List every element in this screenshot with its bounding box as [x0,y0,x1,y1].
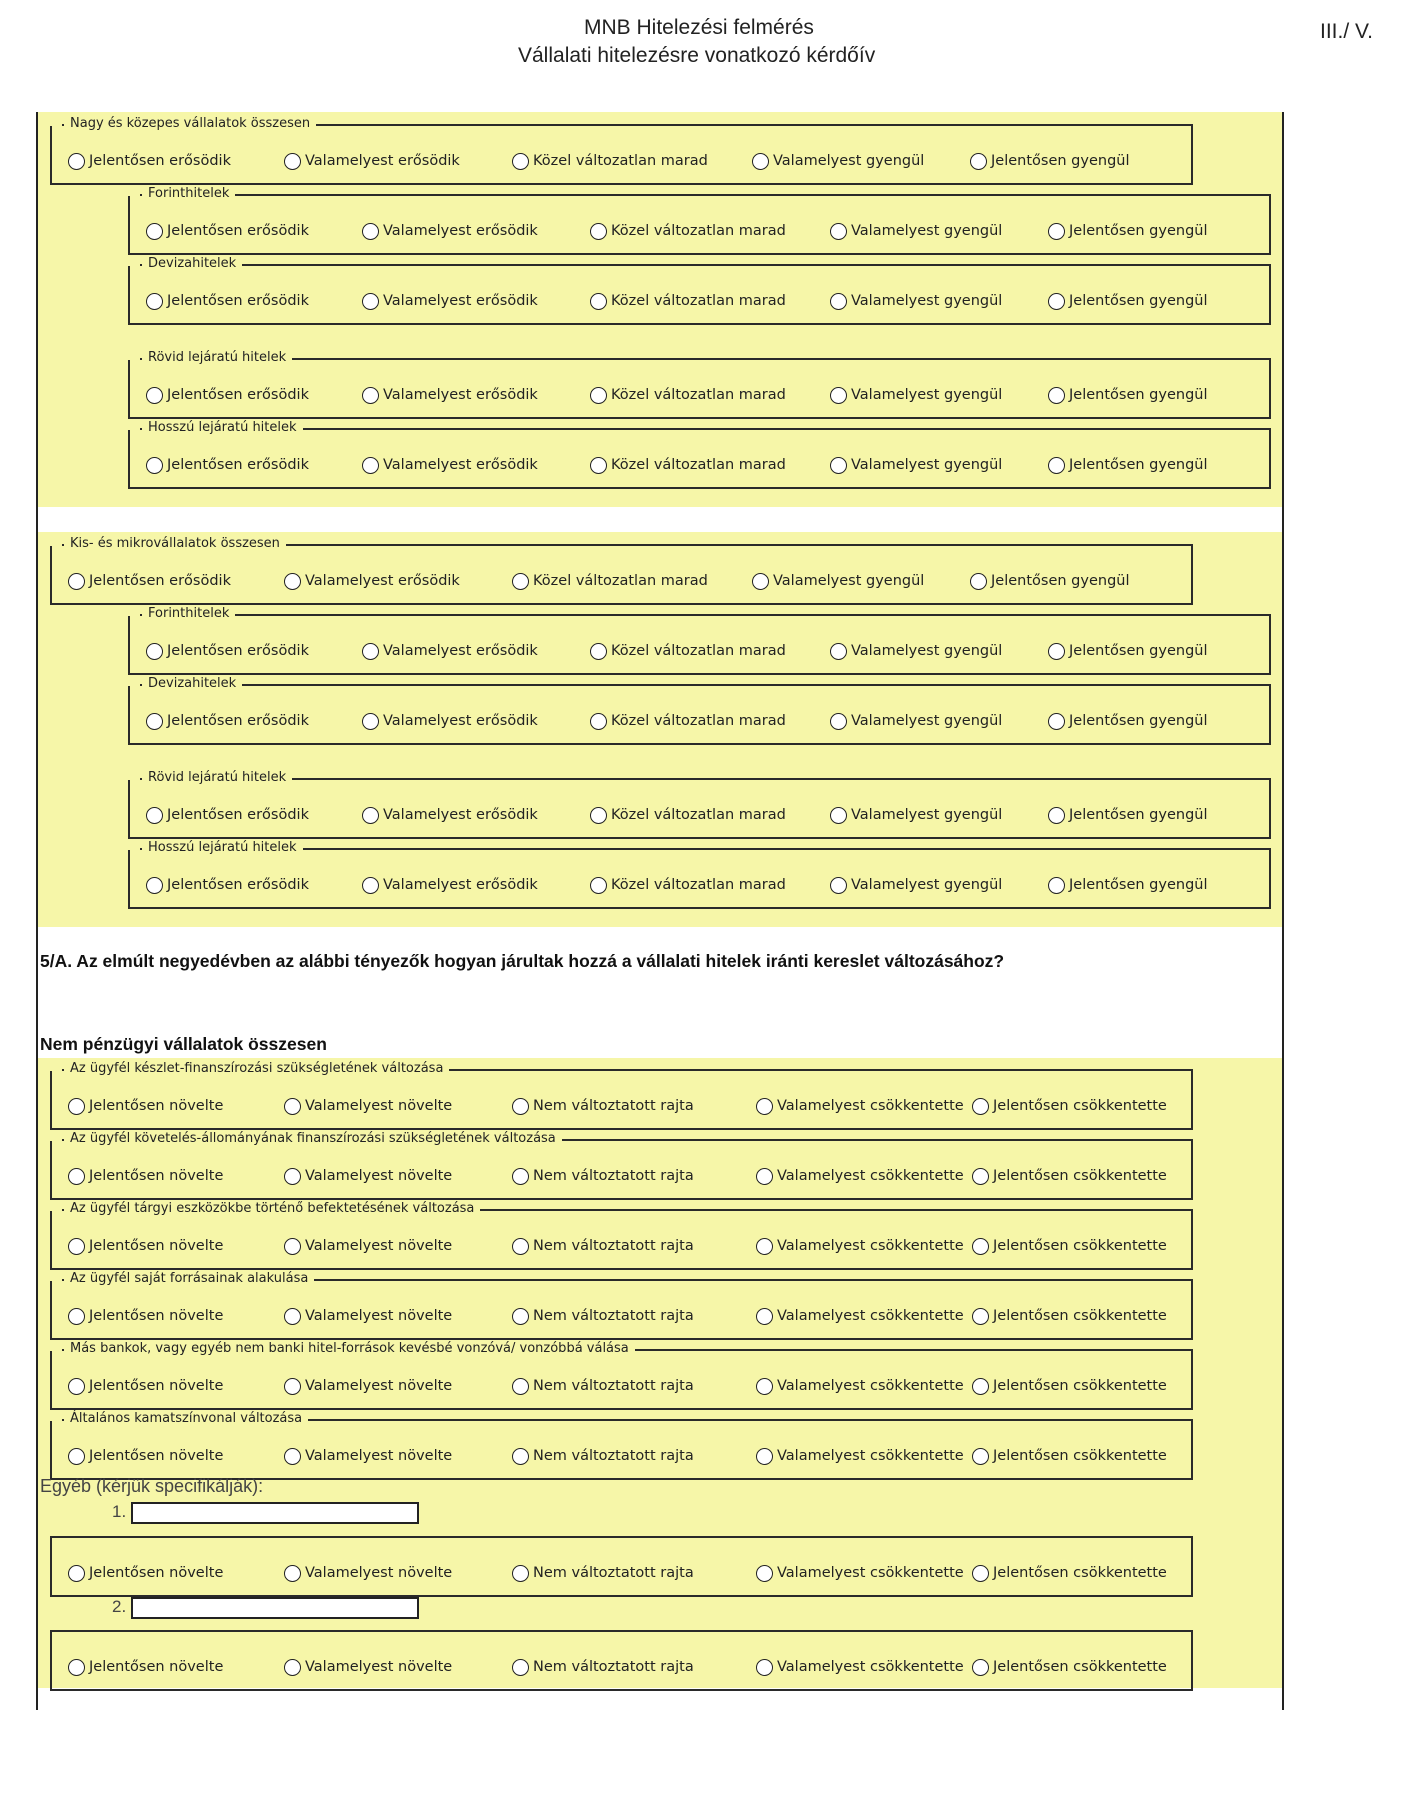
radio-circle-icon[interactable] [972,1565,989,1582]
radio-option[interactable]: Valamelyest gyengül [752,150,924,172]
page-frame-right [1282,112,1284,1710]
radio-circle-icon[interactable] [1048,713,1065,730]
radio-option[interactable]: Jelentősen erősödik [146,874,309,896]
radio-circle-icon[interactable] [68,1308,85,1325]
radio-option[interactable]: Közel változatlan marad [590,640,786,662]
radio-option[interactable]: Valamelyest csökkentette [756,1305,964,1327]
radio-option[interactable]: Nem változtatott rajta [512,1235,694,1257]
radio-circle-icon[interactable] [972,1308,989,1325]
factor-group-4 [50,1271,1193,1340]
radio-option[interactable]: Valamelyest gyengül [830,220,1002,242]
radio-option[interactable]: Jelentősen erősödik [68,150,231,172]
radio-option[interactable]: Valamelyest gyengül [830,454,1002,476]
radio-circle-icon[interactable] [512,153,529,170]
radio-circle-icon[interactable] [830,643,847,660]
radio-circle-icon[interactable] [512,1098,529,1115]
group-block1-rovid [128,350,1271,419]
radio-option[interactable]: Jelentősen erősödik [68,570,231,592]
radio-option[interactable]: Jelentősen gyengül [1048,290,1208,312]
radio-option[interactable]: Valamelyest gyengül [830,290,1002,312]
other-number-1: 1. [112,1502,127,1521]
radio-option[interactable]: Jelentősen gyengül [970,570,1130,592]
radio-option[interactable]: Valamelyest csökkentette [756,1095,964,1117]
radio-circle-icon[interactable] [512,573,529,590]
other-label: Egyéb (kérjük specifikálják): [40,1476,264,1496]
other-number-2: 2. [112,1597,127,1616]
group-label: Hosszú lejáratú hitelek [142,839,303,857]
factor-label: Az ügyfél saját forrásainak alakulása [64,1270,314,1288]
section-title: Nem pénzügyi vállalatok összesen [40,1034,327,1054]
radio-circle-icon[interactable] [972,1378,989,1395]
radio-circle-icon[interactable] [146,293,163,310]
radio-option[interactable]: Jelentősen gyengül [1048,454,1208,476]
group-label: Hosszú lejáratú hitelek [142,419,303,437]
radio-circle-icon[interactable] [68,1659,85,1676]
radio-option[interactable]: Valamelyest növelte [284,1165,452,1187]
group-label: Forinthitelek [142,185,235,203]
radio-option[interactable]: Valamelyest csökkentette [756,1165,964,1187]
group-block1-hosszu [128,420,1271,489]
radio-option[interactable]: Valamelyest növelte [284,1562,452,1584]
radio-option[interactable]: Jelentősen gyengül [1048,874,1208,896]
radio-circle-icon[interactable] [590,293,607,310]
radio-circle-icon[interactable] [146,807,163,824]
radio-circle-icon[interactable] [512,1308,529,1325]
radio-option[interactable]: Valamelyest növelte [284,1235,452,1257]
group-block2-rovid [128,770,1271,839]
radio-option[interactable]: Nem változtatott rajta [512,1095,694,1117]
radio-option[interactable]: Közel változatlan marad [590,220,786,242]
factor-label: Az ügyfél tárgyi eszközökbe történő befektetésének változása [64,1200,480,1218]
other-input-1[interactable] [131,1502,419,1524]
radio-circle-icon[interactable] [972,1659,989,1676]
question-5a: 5/A. Az elmúlt negyedévben az alábbi tényezők hogyan járultak hozzá a vállalati hitelek iránti kereslet változásához? [40,951,1005,971]
group-block1-deviza [128,256,1271,325]
radio-circle-icon[interactable] [590,223,607,240]
radio-option[interactable]: Valamelyest erősödik [362,710,538,732]
radio-circle-icon[interactable] [590,643,607,660]
radio-option[interactable]: Jelentősen növelte [68,1235,223,1257]
radio-circle-icon[interactable] [756,1378,773,1395]
radio-circle-icon[interactable] [1048,807,1065,824]
radio-option[interactable]: Valamelyest gyengül [830,804,1002,826]
radio-circle-icon[interactable] [68,1098,85,1115]
radio-circle-icon[interactable] [590,457,607,474]
radio-circle-icon[interactable] [362,387,379,404]
radio-circle-icon[interactable] [146,387,163,404]
radio-option[interactable]: Valamelyest erősödik [362,874,538,896]
radio-option[interactable]: Jelentősen gyengül [1048,710,1208,732]
radio-option[interactable]: Nem változtatott rajta [512,1375,694,1397]
radio-option[interactable]: Jelentősen erősödik [146,454,309,476]
radio-option[interactable]: Valamelyest erősödik [362,804,538,826]
radio-circle-icon[interactable] [362,877,379,894]
group-label: Forinthitelek [142,605,235,623]
radio-option[interactable]: Valamelyest növelte [284,1375,452,1397]
radio-option[interactable]: Valamelyest gyengül [830,640,1002,662]
radio-circle-icon[interactable] [512,1565,529,1582]
radio-option[interactable]: Valamelyest erősödik [284,570,460,592]
survey-title: MNB Hitelezési felmérés [584,16,814,39]
radio-circle-icon[interactable] [756,1448,773,1465]
radio-option[interactable]: Jelentősen csökkentette [972,1445,1167,1467]
group-block1-total [50,116,1193,185]
radio-option[interactable]: Közel változatlan marad [590,710,786,732]
group-block2-total [50,536,1193,605]
radio-circle-icon[interactable] [1048,223,1065,240]
radio-circle-icon[interactable] [830,713,847,730]
radio-option[interactable]: Jelentősen erősödik [146,640,309,662]
factor-group-6 [50,1411,1193,1480]
radio-option[interactable]: Valamelyest csökkentette [756,1562,964,1584]
radio-circle-icon[interactable] [590,877,607,894]
group-block2-forint [128,606,1271,675]
radio-circle-icon[interactable] [362,643,379,660]
factor-group-3 [50,1201,1193,1270]
factor-label: Más bankok, vagy egyéb nem banki hitel-források kevésbé vonzóvá/ vonzóbbá válása [64,1340,635,1358]
radio-option[interactable]: Jelentősen növelte [68,1656,223,1678]
radio-option[interactable]: Valamelyest gyengül [830,874,1002,896]
radio-circle-icon[interactable] [512,1378,529,1395]
group-label: Rövid lejáratú hitelek [142,769,292,787]
radio-circle-icon[interactable] [972,1168,989,1185]
radio-option[interactable]: Jelentősen csökkentette [972,1095,1167,1117]
group-label: Rövid lejáratú hitelek [142,349,292,367]
radio-option[interactable]: Jelentősen csökkentette [972,1235,1167,1257]
radio-circle-icon[interactable] [512,1659,529,1676]
radio-circle-icon[interactable] [1048,293,1065,310]
radio-circle-icon[interactable] [68,1168,85,1185]
factor-group-5 [50,1341,1193,1410]
radio-circle-icon[interactable] [146,643,163,660]
radio-option[interactable]: Jelentősen erősödik [146,710,309,732]
radio-option[interactable]: Jelentősen csökkentette [972,1375,1167,1397]
radio-circle-icon[interactable] [284,1168,301,1185]
group-label: Kis- és mikrovállalatok összesen [64,535,286,553]
radio-option[interactable]: Közel változatlan marad [590,290,786,312]
radio-circle-icon[interactable] [284,1448,301,1465]
radio-option[interactable]: Valamelyest növelte [284,1445,452,1467]
radio-circle-icon[interactable] [830,877,847,894]
page-marker: III./ V. [1320,20,1373,43]
group-block2-deviza [128,676,1271,745]
radio-circle-icon[interactable] [284,1565,301,1582]
radio-circle-icon[interactable] [972,1238,989,1255]
radio-circle-icon[interactable] [284,1378,301,1395]
group-label: Devizahitelek [142,255,242,273]
radio-option[interactable]: Nem változtatott rajta [512,1562,694,1584]
radio-option[interactable]: Valamelyest erősödik [362,290,538,312]
radio-option[interactable]: Valamelyest erősödik [362,640,538,662]
radio-option[interactable]: Valamelyest növelte [284,1305,452,1327]
radio-option[interactable]: Jelentősen erősödik [146,384,309,406]
radio-option[interactable]: Valamelyest növelte [284,1095,452,1117]
radio-circle-icon[interactable] [970,573,987,590]
group-block2-hosszu [128,840,1271,909]
radio-circle-icon[interactable] [512,1448,529,1465]
radio-option[interactable]: Közel változatlan marad [590,384,786,406]
survey-subtitle: Vállalati hitelezésre vonatkozó kérdőív [518,44,876,67]
radio-circle-icon[interactable] [830,293,847,310]
radio-option[interactable]: Jelentősen növelte [68,1562,223,1584]
radio-circle-icon[interactable] [362,223,379,240]
radio-option[interactable]: Jelentősen gyengül [1048,220,1208,242]
radio-circle-icon[interactable] [590,387,607,404]
radio-circle-icon[interactable] [752,573,769,590]
radio-option[interactable]: Valamelyest erősödik [362,220,538,242]
radio-circle-icon[interactable] [146,877,163,894]
radio-circle-icon[interactable] [756,1098,773,1115]
radio-option[interactable]: Nem változtatott rajta [512,1656,694,1678]
radio-option[interactable]: Valamelyest csökkentette [756,1656,964,1678]
radio-circle-icon[interactable] [284,1098,301,1115]
radio-circle-icon[interactable] [284,573,301,590]
radio-circle-icon[interactable] [284,1308,301,1325]
factor-group-2 [50,1131,1193,1200]
radio-option[interactable]: Jelentősen erősödik [146,290,309,312]
radio-option[interactable]: Jelentősen csökkentette [972,1656,1167,1678]
radio-circle-icon[interactable] [362,457,379,474]
radio-circle-icon[interactable] [970,153,987,170]
group-label: Nagy és közepes vállalatok összesen [64,115,316,133]
radio-circle-icon[interactable] [1048,387,1065,404]
radio-circle-icon[interactable] [512,1238,529,1255]
radio-option[interactable]: Valamelyest csökkentette [756,1375,964,1397]
radio-option[interactable]: Jelentősen erősödik [146,220,309,242]
other-input-2[interactable] [131,1597,419,1619]
radio-option[interactable]: Valamelyest gyengül [830,710,1002,732]
radio-circle-icon[interactable] [830,807,847,824]
radio-option[interactable]: Valamelyest erősödik [362,454,538,476]
radio-option[interactable]: Jelentősen csökkentette [972,1165,1167,1187]
radio-circle-icon[interactable] [362,807,379,824]
radio-circle-icon[interactable] [68,1378,85,1395]
radio-option[interactable]: Valamelyest növelte [284,1656,452,1678]
radio-circle-icon[interactable] [362,293,379,310]
radio-circle-icon[interactable] [756,1168,773,1185]
radio-circle-icon[interactable] [972,1098,989,1115]
radio-option[interactable]: Jelentősen csökkentette [972,1562,1167,1584]
radio-option[interactable]: Nem változtatott rajta [512,1445,694,1467]
radio-circle-icon[interactable] [68,1238,85,1255]
radio-option[interactable]: Jelentősen növelte [68,1165,223,1187]
radio-circle-icon[interactable] [756,1308,773,1325]
radio-option[interactable]: Jelentősen erősödik [146,804,309,826]
radio-circle-icon[interactable] [756,1659,773,1676]
radio-circle-icon[interactable] [146,223,163,240]
radio-circle-icon[interactable] [756,1238,773,1255]
radio-option[interactable]: Jelentősen gyengül [1048,640,1208,662]
other-group-2 [50,1630,1193,1691]
group-label: Devizahitelek [142,675,242,693]
radio-circle-icon[interactable] [1048,457,1065,474]
radio-circle-icon[interactable] [1048,643,1065,660]
factor-label: Az ügyfél követelés-állományának finanszírozási szükségletének változása [64,1130,562,1148]
radio-option[interactable]: Nem változtatott rajta [512,1165,694,1187]
radio-circle-icon[interactable] [590,713,607,730]
radio-option[interactable]: Valamelyest gyengül [752,570,924,592]
page-frame-left [36,112,38,1710]
radio-circle-icon[interactable] [68,573,85,590]
radio-circle-icon[interactable] [830,223,847,240]
group-block1-forint [128,186,1271,255]
radio-option[interactable]: Jelentősen növelte [68,1445,223,1467]
radio-option[interactable]: Közel változatlan marad [512,150,708,172]
radio-circle-icon[interactable] [756,1565,773,1582]
factor-label: Általános kamatszínvonal változása [64,1410,308,1428]
radio-circle-icon[interactable] [1048,877,1065,894]
radio-circle-icon[interactable] [68,1448,85,1465]
radio-option[interactable]: Valamelyest erősödik [362,384,538,406]
radio-circle-icon[interactable] [146,457,163,474]
radio-circle-icon[interactable] [830,387,847,404]
radio-option[interactable]: Közel változatlan marad [590,804,786,826]
radio-circle-icon[interactable] [830,457,847,474]
radio-option[interactable]: Jelentősen gyengül [1048,804,1208,826]
radio-circle-icon[interactable] [68,1565,85,1582]
radio-option[interactable]: Közel változatlan marad [590,454,786,476]
radio-option[interactable]: Jelentősen növelte [68,1305,223,1327]
radio-circle-icon[interactable] [362,713,379,730]
radio-option[interactable]: Jelentősen növelte [68,1375,223,1397]
other-group-1 [50,1536,1193,1597]
radio-circle-icon[interactable] [972,1448,989,1465]
radio-option[interactable]: Valamelyest erősödik [284,150,460,172]
radio-circle-icon[interactable] [284,1659,301,1676]
radio-circle-icon[interactable] [146,713,163,730]
radio-circle-icon[interactable] [284,1238,301,1255]
radio-option[interactable]: Nem változtatott rajta [512,1305,694,1327]
radio-option[interactable]: Valamelyest csökkentette [756,1445,964,1467]
factor-group-1 [50,1061,1193,1130]
radio-option[interactable]: Jelentősen növelte [68,1095,223,1117]
radio-option[interactable]: Közel változatlan marad [590,874,786,896]
radio-option[interactable]: Valamelyest csökkentette [756,1235,964,1257]
radio-circle-icon[interactable] [68,153,85,170]
factor-label: Az ügyfél készlet-finanszírozási szükségletének változása [64,1060,449,1078]
radio-option[interactable]: Jelentősen gyengül [1048,384,1208,406]
radio-option[interactable]: Jelentősen csökkentette [972,1305,1167,1327]
radio-option[interactable]: Valamelyest gyengül [830,384,1002,406]
radio-circle-icon[interactable] [752,153,769,170]
radio-circle-icon[interactable] [284,153,301,170]
radio-circle-icon[interactable] [590,807,607,824]
radio-option[interactable]: Jelentősen gyengül [970,150,1130,172]
radio-option[interactable]: Közel változatlan marad [512,570,708,592]
radio-circle-icon[interactable] [512,1168,529,1185]
